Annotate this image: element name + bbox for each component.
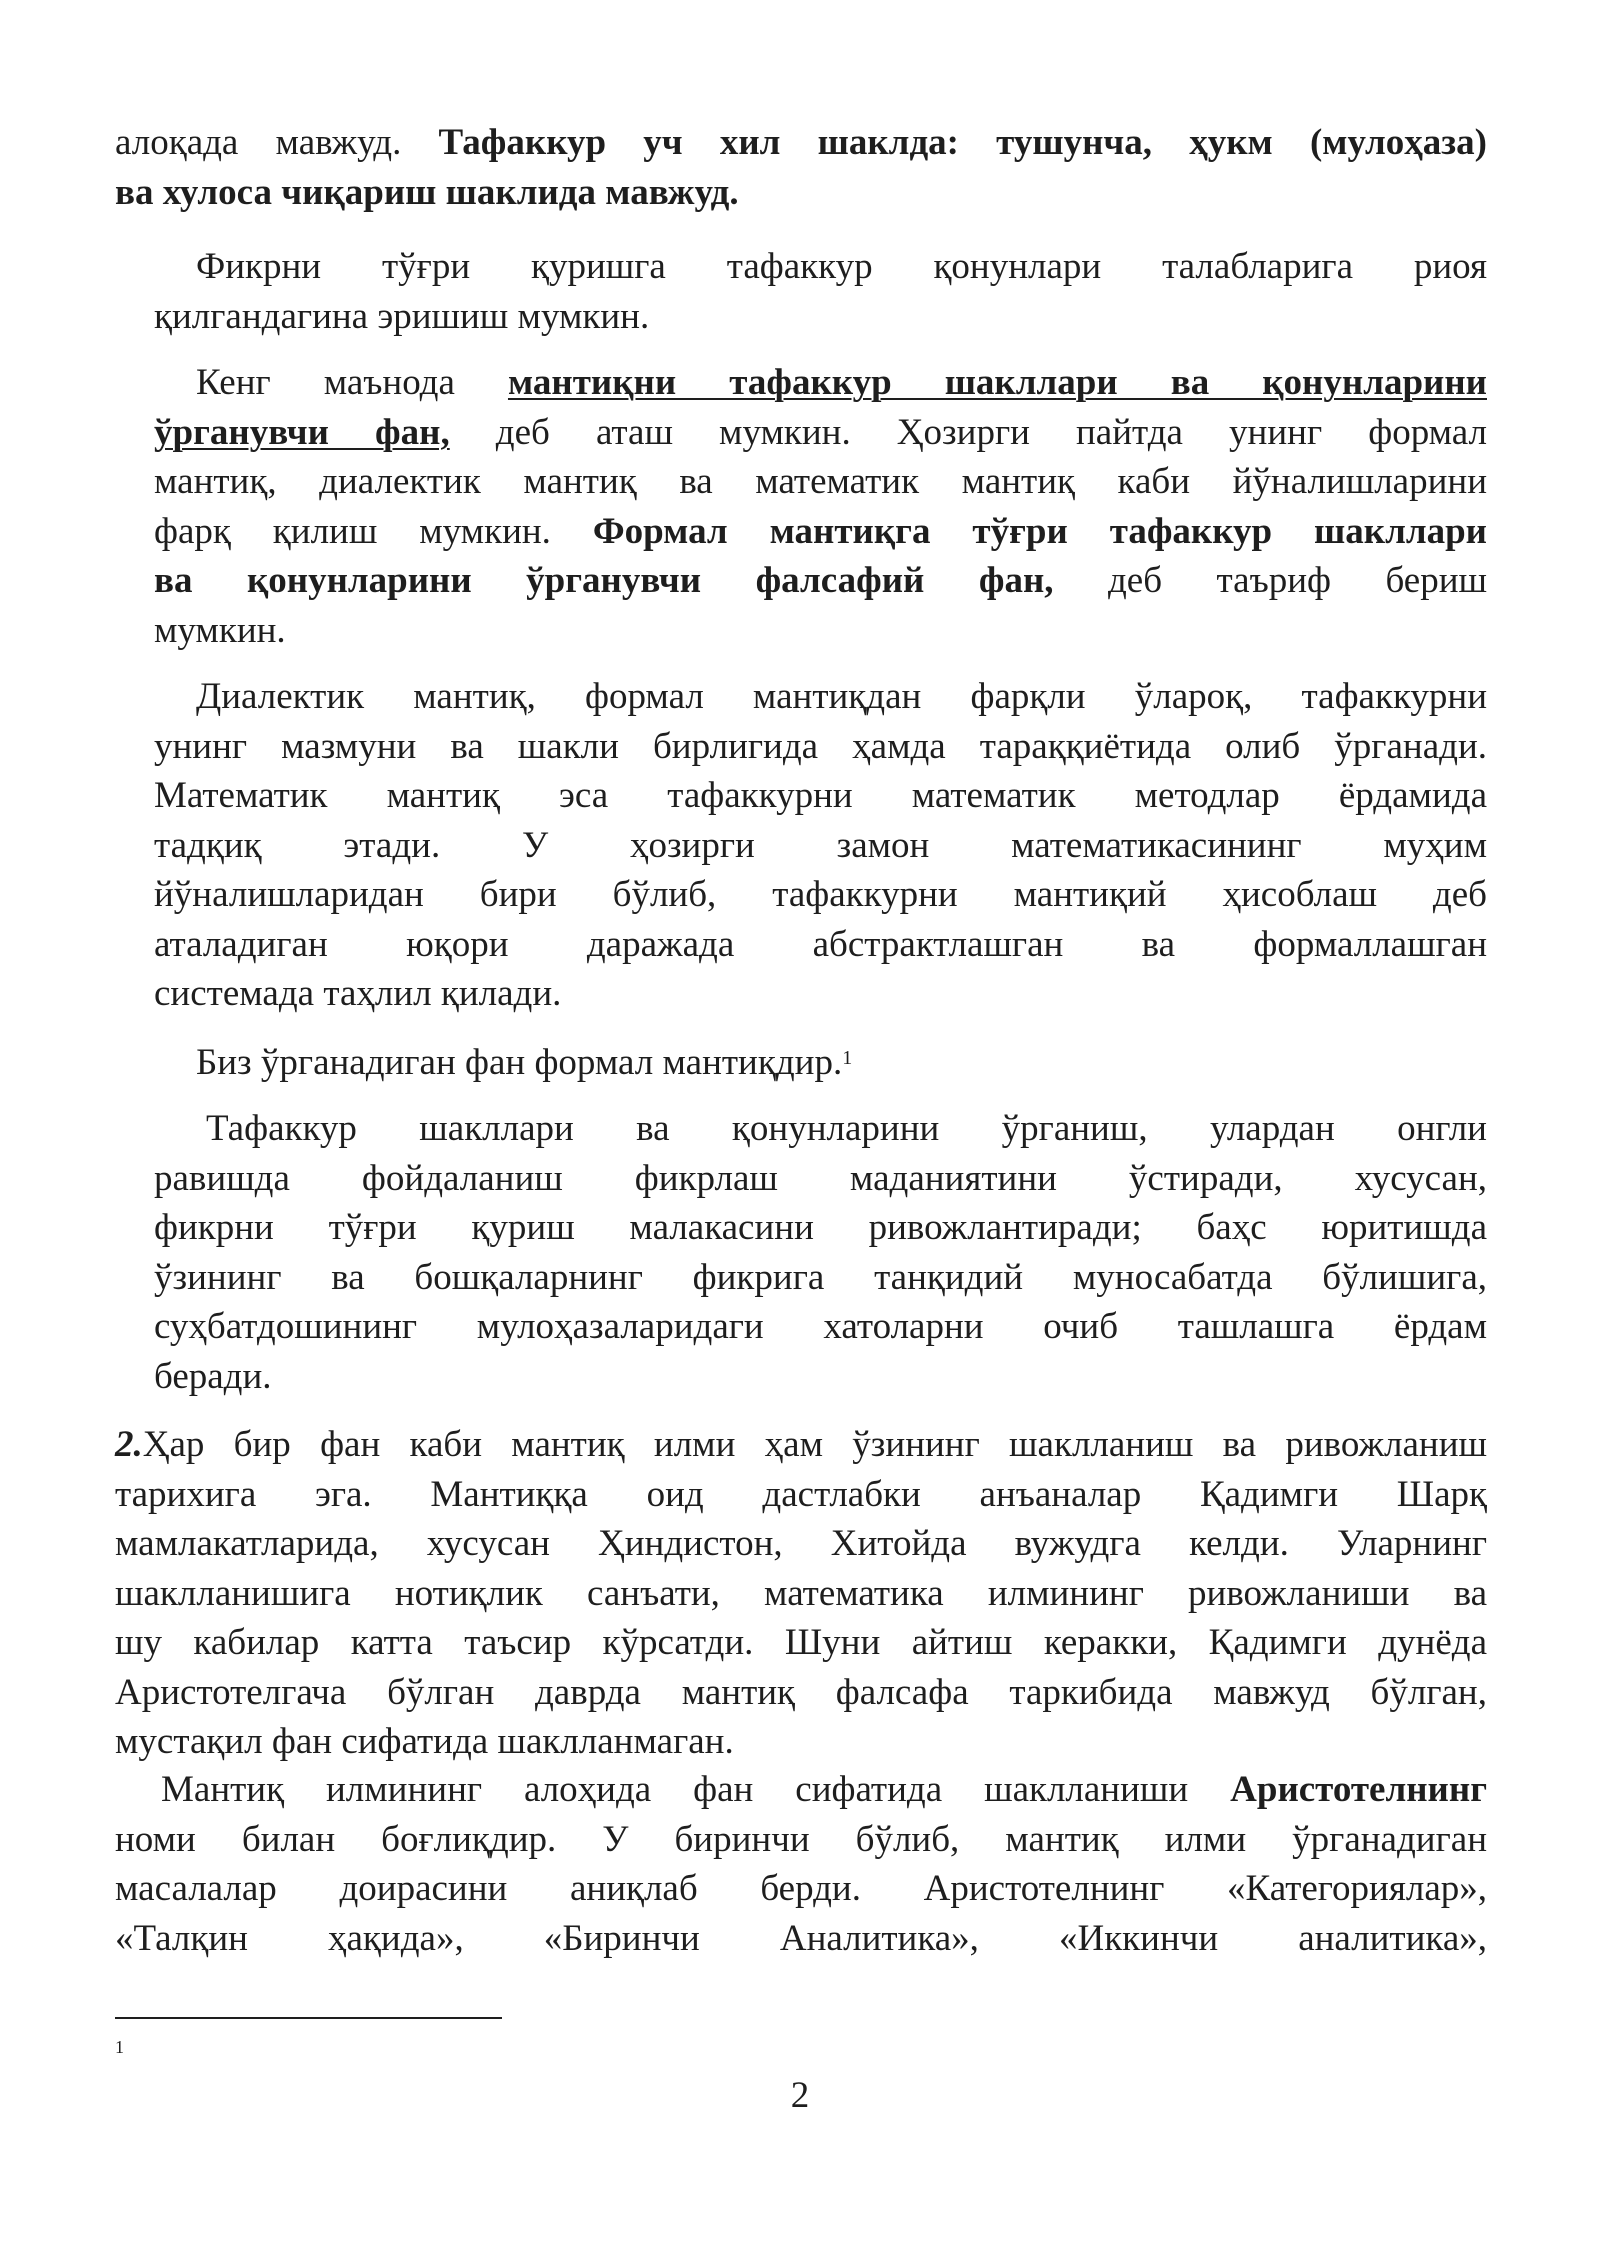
- text-line: ўзининг ва бошқаларнинг фикрига танқидий муносабатда бўлишига,: [154, 1256, 1487, 1298]
- bold-underlined-term: мантиқни тафаккур шакллари ва қонунларини: [507, 362, 1487, 403]
- text-line: системада таҳлил қилади.: [154, 973, 562, 1014]
- bold-text-run: ва қонунларини ўрганувчи фалсафий фан,: [154, 560, 1054, 601]
- footnote-marker: 1: [115, 2037, 124, 2057]
- text-line: [115, 1420, 1487, 1470]
- text-line: номи билан боғлиқдир. У биринчи бўлиб, мантиқ илми ўрганадиган: [115, 1818, 1487, 1860]
- text-line: шаклланишига нотиқлик санъати, математика илмининг ривожланиши ва: [115, 1572, 1487, 1614]
- text-run: деб таъриф бериш: [1053, 560, 1487, 601]
- paragraph-logic-definition: [154, 358, 1487, 655]
- text-run: Ҳар бир фан каби мантиқ илми ҳам ўзининг шаклланиш ва ривожланиш: [142, 1424, 1487, 1465]
- paragraph-formal-logic-statement: [196, 1038, 1487, 1088]
- text-line: равишда фойдаланиш фикрлаш маданиятини ўстиради, хусусан,: [154, 1157, 1487, 1199]
- text-line: Диалектик мантиқ, формал мантиқдан фарқли ўлароқ, тафаккурни: [196, 676, 1487, 717]
- text-run: алоқада мавжуд.: [115, 122, 439, 163]
- text-line: Математик мантиқ эса тафаккурни математик методлар ёрдамида: [154, 775, 1487, 816]
- text-line: мустақил фан сифатида шаклланмаган.: [115, 1721, 734, 1762]
- text-line: Тафаккур шакллари ва қонунларини ўрганиш, улардан онгли: [206, 1108, 1487, 1149]
- paragraph-logic-history: [115, 1420, 1487, 1767]
- text-line: [115, 1765, 1487, 1815]
- bold-text-run: Формал мантиқга тўғри тафаккур шакллари: [592, 510, 1487, 552]
- text-run: Мантиқ илмининг алоҳида фан сифатида шаклланиши: [161, 1769, 1231, 1810]
- bold-text-run: Аристотелнинг: [1230, 1769, 1487, 1810]
- text-line: фикрни тўғри қуриш малакасини ривожлантиради; баҳс юритишда: [154, 1207, 1487, 1248]
- text-line: [154, 408, 1487, 458]
- text-run: Кенг маънода: [196, 362, 508, 403]
- text-line: мамлакатларида, хусусан Ҳиндистон, Хитойда вужудга келди. Уларнинг: [115, 1523, 1487, 1564]
- paragraph-aristotle: [115, 1765, 1487, 1963]
- text-line: [154, 358, 1487, 408]
- text-run: деб аташ мумкин. Ҳозирги пайтда унинг формал: [449, 411, 1488, 453]
- footnote-reference[interactable]: 1: [842, 1047, 853, 1069]
- text-run: Биз ўрганадиган фан формал мантиқдир.: [196, 1042, 843, 1083]
- text-line: аталадиган юқори даражада абстрактлашган ва формаллашган: [154, 923, 1487, 965]
- paragraph-dialectic-logic: [154, 672, 1487, 1019]
- text-line: Аристотелгача бўлган даврда мантиқ фалсафа таркибида мавжуд бўлган,: [115, 1671, 1487, 1713]
- bold-underlined-term: ўрганувчи фан,: [154, 411, 450, 453]
- text-line: шу кабилар катта таъсир кўрсатди. Шуни айтиш керакки, Қадимги дунёда: [115, 1622, 1487, 1663]
- section-number: 2.: [115, 1424, 143, 1465]
- text-line: беради.: [154, 1355, 272, 1397]
- paragraph-thinking-culture: [154, 1104, 1487, 1401]
- text-line: мантиқ, диалектик мантиқ ва математик мантиқ каби йўналишларини: [154, 461, 1487, 502]
- text-line: [196, 1038, 1487, 1088]
- text-line: суҳбатдошининг мулоҳазаларидаги хатоларни очиб ташлашга ёрдам: [154, 1306, 1487, 1347]
- paragraph-correct-thinking: [154, 242, 1487, 341]
- text-line: [154, 556, 1487, 606]
- text-line: масалалар доирасини аниқлаб берди. Аристотелнинг «Категориялар»,: [115, 1868, 1487, 1909]
- text-line: «Талқин ҳақида», «Биринчи Аналитика», «Иккинчи аналитика»,: [115, 1917, 1487, 1959]
- text-line: ва хулоса чиқариш шаклида мавжуд.: [115, 171, 739, 213]
- bold-text-run: Тафаккур уч хил шаклда: тушунча, ҳукм (мулоҳаза): [438, 122, 1487, 163]
- text-run: фарқ қилиш мумкин.: [154, 510, 593, 552]
- text-line: [115, 118, 1487, 168]
- paragraph-thought-forms: [115, 118, 1487, 217]
- text-line: тадқиқ этади. У ҳозирги замон математикасининг муҳим: [154, 824, 1487, 866]
- text-line: Фикрни тўғри қуришга тафаккур қонунлари талабларига риоя: [196, 246, 1487, 287]
- text-line: унинг мазмуни ва шакли бирлигида ҳамда тараққиётида олиб ўрганади.: [154, 725, 1487, 767]
- text-line: йўналишларидан бири бўлиб, тафаккурни мантиқий ҳисоблаш деб: [154, 874, 1487, 915]
- text-line: [154, 507, 1487, 557]
- text-line: қилгандагина эришиш мумкин.: [154, 295, 650, 337]
- page-number: 2: [790, 2075, 810, 2116]
- text-line: тарихига эга. Мантиққа оид дастлабки анъаналар Қадимги Шарқ: [115, 1473, 1487, 1515]
- footnote-separator: [115, 2017, 502, 2019]
- text-line: мумкин.: [154, 609, 286, 651]
